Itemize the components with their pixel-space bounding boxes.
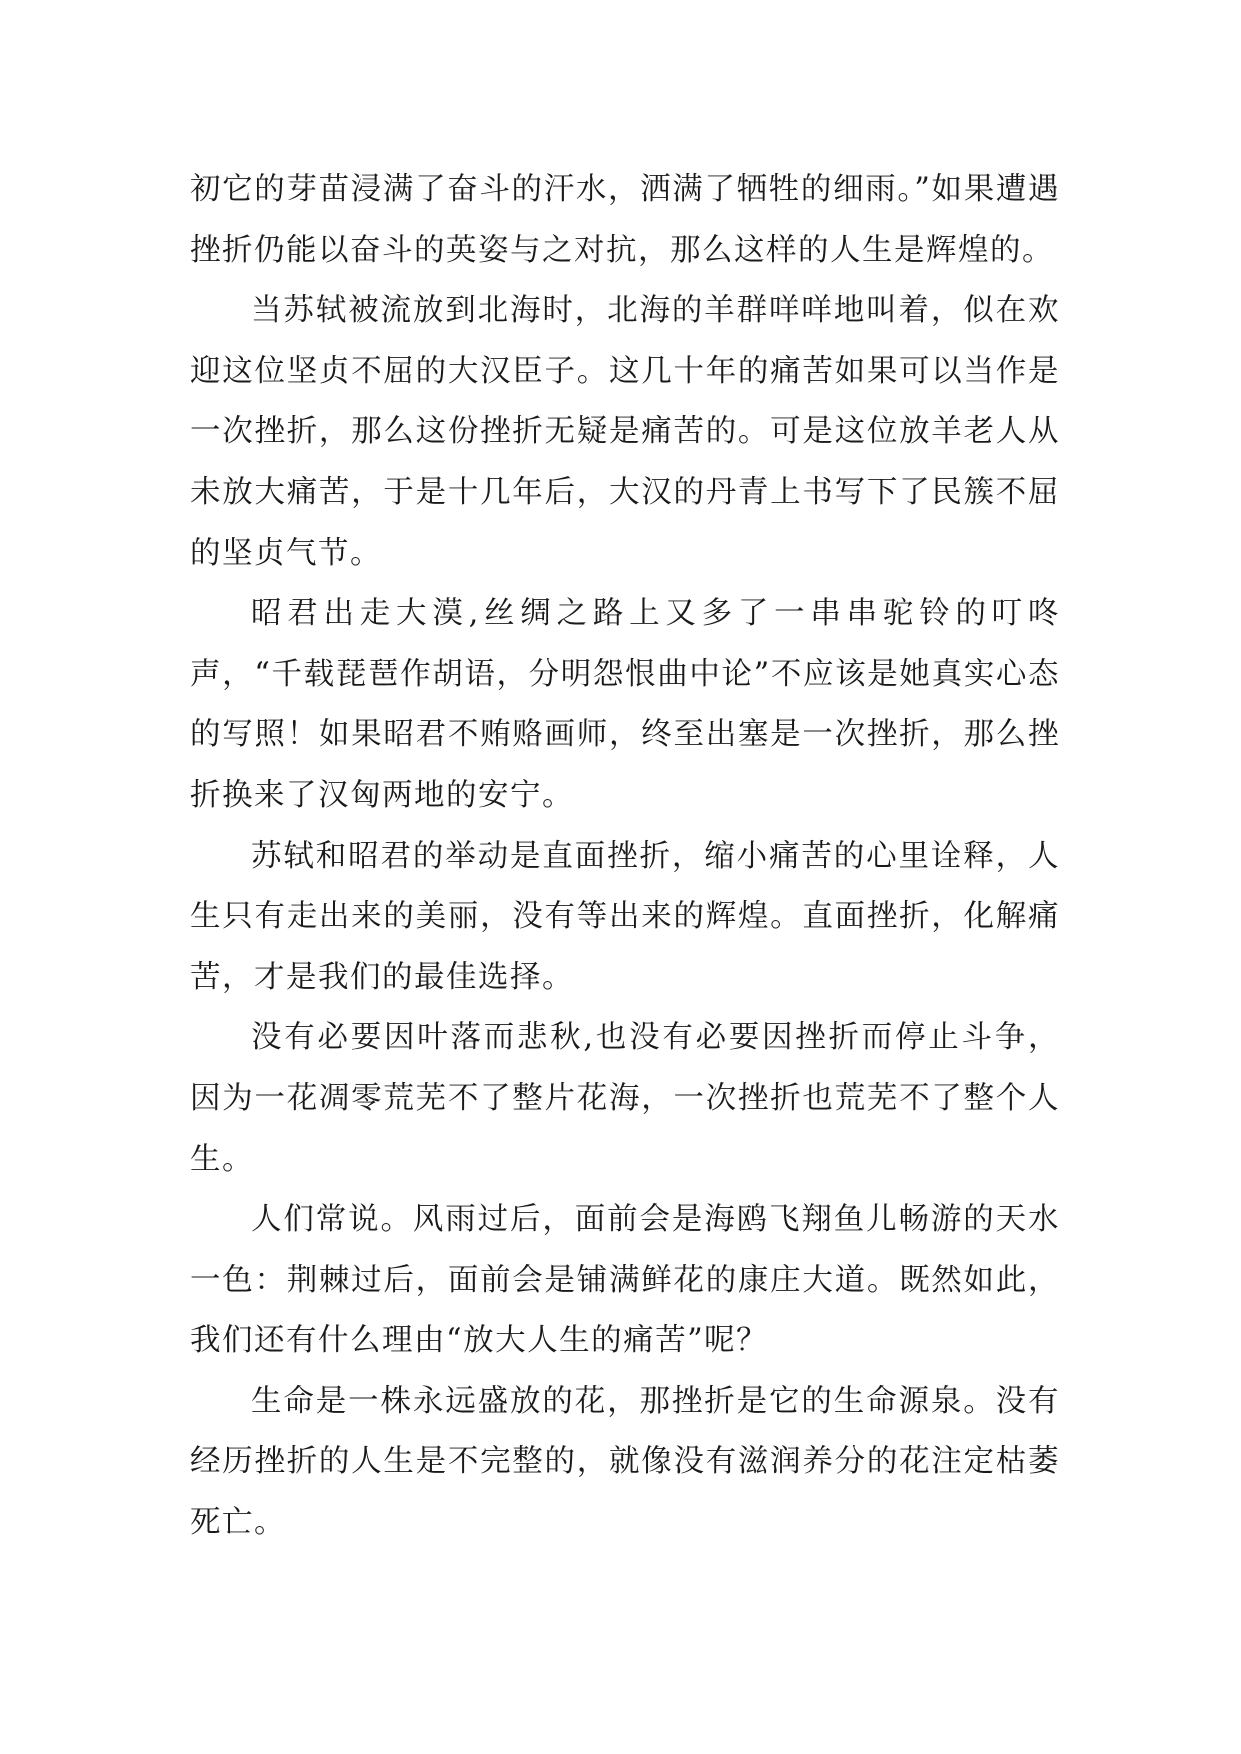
paragraph: 没有必要因叶落而悲秋,也没有必要因挫折而停止斗争，因为一花凋零荒芜不了整片花海，一次挫折也荒芜不了整个人生。: [190, 1020, 1060, 1177]
paragraph: 当苏轼被流放到北海时，北海的羊群咩咩地叫着，似在欢迎这位坚贞不屈的大汉臣子。这几十年的痛苦如果可以当作是一次挫折，那么这份挫折无疑是痛苦的。可是这位放羊老人从未放大痛苦，于是十几年后，大汉的丹青上书写下了民簇不屈的坚贞气节。: [190, 293, 1060, 571]
document-body: [190, 160, 1060, 1554]
paragraph: 昭君出走大漠,丝绸之路上又多了一串串驼铃的叮咚声，“千载琵琶作胡语，分明怨恨曲中论”不应该是她真实心态的写照！如果昭君不贿赂画师，终至出塞是一次挫折，那么挫折换来了汉匈两地的安宁。: [190, 596, 1060, 813]
paragraph: 苏轼和昭君的举动是直面挫折，缩小痛苦的心里诠释，人生只有走出来的美丽，没有等出来的辉煌。直面挫折，化解痛苦，才是我们的最佳选择。: [190, 838, 1060, 995]
paragraph: 人们常说。风雨过后，面前会是海鸥飞翔鱼儿畅游的天水一色：荆棘过后，面前会是铺满鲜花的康庄大道。既然如此，我们还有什么理由“放大人生的痛苦”呢？: [190, 1202, 1060, 1359]
paragraph: 生命是一株永远盛放的花，那挫折是它的生命源泉。没有经历挫折的人生是不完整的，就像没有滋润养分的花注定枯萎死亡。: [190, 1383, 1060, 1541]
paragraph: 初它的芽苗浸满了奋斗的汗水，洒满了牺牲的细雨。”如果遭遇挫折仍能以奋斗的英姿与之对抗，那么这样的人生是辉煌的。: [190, 172, 1060, 268]
